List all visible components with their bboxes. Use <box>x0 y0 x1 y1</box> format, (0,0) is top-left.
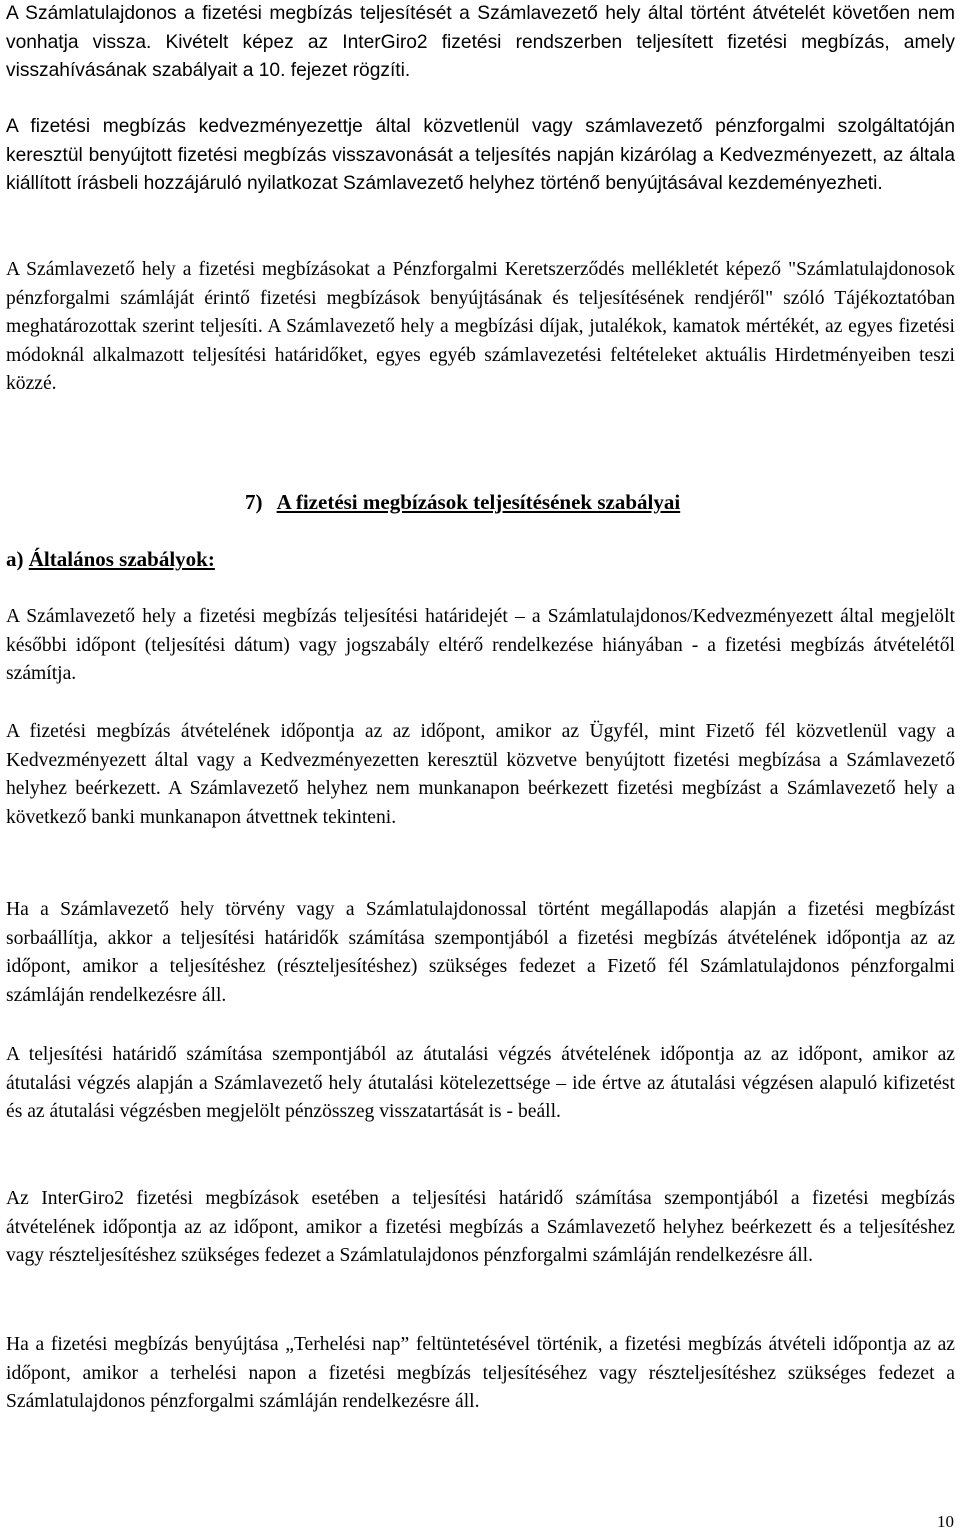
paragraph-text: Az InterGiro2 fizetési megbízások esetében a teljesítési határidő számítása szempontjából a fizetési megbízás átvételének időpontja az az időpont, amikor a fizetési megbízás a Számlavezető helyhez beérkezett és a teljesítéshez vagy részteljesítéshez szükséges fedezet a Számlatulajdonos pénzforgalmi számláján rendelkezésre áll. <box>6 1188 955 1266</box>
section-number: 7) <box>245 490 263 514</box>
intro-paragraph-3 <box>6 256 955 399</box>
section-heading <box>245 490 680 515</box>
paragraph-text: A Számlavezető hely a fizetési megbízás teljesítési határidejét – a Számlatulajdonos/Kedvezményezett által megjelölt későbbi időpont (teljesítési dátum) vagy jogszabály eltérő rendelkezése hiányában - a fizetési megbízás átvételétől számítja. <box>6 606 955 684</box>
section-title: A fizetési megbízások teljesítésének szabályai <box>276 490 681 514</box>
paragraph-text: A fizetési megbízás átvételének időpontja az az időpont, amikor az Ügyfél, mint Fizető fél közvetlenül vagy a Kedvezményezett által vagy a Kedvezményezetten keresztül közvetve benyújtott fizetési megbízása a Számlavezető helyhez beérkezett. A Számlavezető helyhez nem munkanapon beérkezett fizetési megbízást a Számlavezető hely a következő banki munkanapon átvettnek tekinteni. <box>6 721 955 828</box>
body-paragraph-3 <box>6 896 955 1010</box>
paragraph-text: Ha a fizetési megbízás benyújtása „Terhelési nap” feltüntetésével történik, a fizetési megbízás átvételi időpontja az az időpont, amikor a terhelési napon a fizetési megbízás teljesítéséhez vagy részteljesítéshez szükséges fedezet a Számlatulajdonos pénzforgalmi számláján rendelkezésre áll. <box>6 1334 955 1412</box>
subsection-prefix: a) <box>6 547 24 571</box>
body-paragraph-5 <box>6 1185 955 1271</box>
paragraph-text: A Számlavezető hely a fizetési megbízásokat a Pénzforgalmi Keretszerződés mellékletét képező "Számlatulajdonosok pénzforgalmi számláját érintő fizetési megbízások benyújtásának és teljesítésének rendjéről" szóló Tájékoztatóban meghatározottak szerint teljesíti. A Számlavezető hely a megbízási díjak, jutalékok, kamatok mértékét, az egyes fizetési módoknál alkalmazott teljesítési határidőket, egyes egyéb számlavezetési feltételeket aktuális Hirdetményeiben teszi közzé. <box>6 259 955 394</box>
paragraph-text: A fizetési megbízás kedvezményezettje által közvetlenül vagy számlavezető pénzforgalmi szolgáltatóján keresztül benyújtott fizetési megbízás visszavonását a teljesítés napján kizárólag a Kedvezményezett, az általa kiállított írásbeli hozzájáruló nyilatkozat Számlavezető helyhez történő benyújtásával kezdeményezheti. <box>6 116 955 194</box>
intro-paragraph-2 <box>6 113 955 199</box>
subsection-title: Általános szabályok: <box>28 547 215 571</box>
page-number: 10 <box>937 1512 954 1531</box>
intro-paragraph-1 <box>6 0 955 86</box>
subsection-heading <box>6 547 215 572</box>
paragraph-text: A Számlatulajdonos a fizetési megbízás teljesítését a Számlavezető hely által történt átvételét követően nem vonhatja vissza. Kivételt képez az InterGiro2 fizetési rendszerben teljesített fizetési megbízás, amely visszahívásának szabályait a 10. fejezet rögzíti. <box>6 3 955 81</box>
paragraph-text: Ha a Számlavezető hely törvény vagy a Számlatulajdonossal történt megállapodás alapján a fizetési megbízást sorbaállítja, akkor a teljesítési határidők számítása szempontjából a fizetési megbízás átvételének időpontja az az időpont, amikor a teljesítéshez (részteljesítéshez) szükséges fedezet a Fizető fél Számlatulajdonos pénzforgalmi számláján rendelkezésre áll. <box>6 899 955 1006</box>
body-paragraph-1 <box>6 603 955 689</box>
body-paragraph-4 <box>6 1041 955 1127</box>
paragraph-text: A teljesítési határidő számítása szempontjából az átutalási végzés átvételének időpontja az az időpont, amikor az átutalási végzés alapján a Számlavezető hely átutalási kötelezettsége – ide értve az átutalási végzésen alapuló kifizetést és az átutalási végzésben megjelölt pénzösszeg visszatartását is - beáll. <box>6 1044 955 1122</box>
body-paragraph-2 <box>6 718 955 832</box>
body-paragraph-6 <box>6 1331 955 1417</box>
